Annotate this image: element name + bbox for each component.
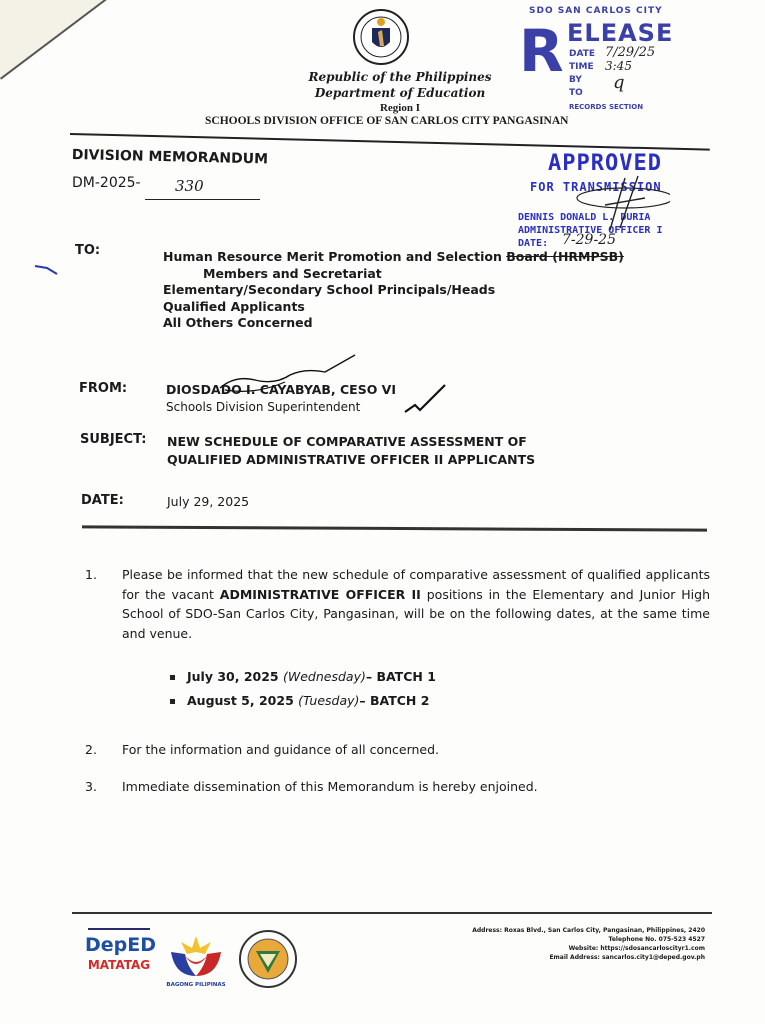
released-stamp bbox=[517, 4, 692, 119]
superintendent-signature bbox=[215, 350, 455, 420]
schedule-batch: – BATCH 2 bbox=[359, 693, 430, 708]
recipients-list bbox=[163, 249, 624, 332]
schedule-item-2 bbox=[170, 689, 436, 713]
from-label: FROM: bbox=[79, 381, 128, 396]
schedule-date: July 30, 2025 bbox=[187, 669, 279, 684]
memo-number-prefix: DM-2025- bbox=[72, 175, 141, 191]
recipient-board-text: Human Resource Merit Promotion and Selection bbox=[163, 249, 507, 264]
bagong-pilipinas-logo bbox=[165, 932, 227, 990]
memo-title: DIVISION MEMORANDUM bbox=[71, 147, 269, 168]
schedule-item-1 bbox=[170, 665, 436, 689]
footer-email[interactable]: Email Address: sancarlos.city1@deped.gov.ph bbox=[549, 954, 705, 961]
recipient-item: Elementary/Secondary School Principals/Heads bbox=[163, 282, 496, 297]
released-by-label: BY bbox=[569, 75, 582, 85]
released-date-label: DATE bbox=[569, 49, 596, 59]
subject-label: SUBJECT: bbox=[80, 432, 147, 447]
released-to-label: TO bbox=[569, 88, 583, 98]
recipient-board-struck: Board (HRMPSB) bbox=[506, 249, 624, 264]
approved-stamp-title: APPROVED bbox=[548, 151, 662, 176]
schedule-list bbox=[170, 665, 436, 713]
recipient-item bbox=[163, 249, 624, 266]
recipient-item: Members and Secretariat bbox=[203, 265, 382, 281]
released-by-value: q bbox=[613, 72, 625, 93]
paragraph-3-number: 3. bbox=[85, 779, 97, 794]
released-time-label: TIME bbox=[569, 62, 594, 72]
paragraph-1-text-a: Please be informed that the new schedule of comparative assessment of qualified applicants for the vacant bbox=[122, 567, 710, 602]
region-heading: Region I bbox=[379, 102, 421, 114]
recipient-item: Qualified Applicants bbox=[163, 298, 305, 314]
released-stamp-initial: R bbox=[519, 17, 564, 85]
pen-mark-icon bbox=[33, 262, 59, 276]
deped-seal-logo bbox=[352, 8, 410, 66]
released-date-value: 7/29/25 bbox=[605, 45, 656, 60]
paragraph-1-number: 1. bbox=[85, 567, 97, 582]
bagong-pilipinas-text: BAGONG PILIPINAS bbox=[166, 982, 226, 988]
to-label: TO: bbox=[75, 243, 101, 258]
footer-telephone: Telephone No. 075-523 4527 bbox=[608, 936, 705, 943]
deped-wordmark: DepED bbox=[85, 934, 157, 956]
approved-stamp-date-label: DATE: bbox=[518, 238, 549, 249]
republic-heading: Republic of the Philippines bbox=[308, 70, 492, 84]
subject-text bbox=[167, 433, 535, 469]
office-heading: SCHOOLS DIVISION OFFICE OF SAN CARLOS CITY PANGASINAN bbox=[205, 115, 569, 127]
subject-line-2: QUALIFIED ADMINISTRATIVE OFFICER II APPLICANTS bbox=[167, 452, 536, 467]
released-stamp-office: SDO SAN CARLOS CITY bbox=[529, 6, 663, 16]
approver-signature bbox=[550, 170, 670, 240]
date-value: July 29, 2025 bbox=[167, 494, 250, 509]
paragraph-2: For the information and guidance of all concerned. bbox=[122, 742, 440, 757]
paragraph-1-text-b: positions in the Elementary and Junior High School of SDO-San Carlos City, Pangasinan, will be on the following dates, at the same time and venue. bbox=[122, 586, 711, 641]
subject-line-1: NEW SCHEDULE OF COMPARATIVE ASSESSMENT OF bbox=[167, 434, 527, 449]
released-stamp-word: ELEASE bbox=[567, 19, 674, 47]
bullet-icon bbox=[170, 675, 175, 680]
paragraph-2-number: 2. bbox=[85, 742, 97, 757]
memo-number-underline bbox=[145, 199, 260, 200]
footer-address: Address: Roxas Blvd., San Carlos City, Pangasinan, Philippines, 2420 bbox=[472, 927, 705, 934]
approved-stamp-position: ADMINISTRATIVE OFFICER I bbox=[518, 225, 663, 236]
approved-stamp-subtitle: FOR TRANSMISSION bbox=[530, 180, 662, 194]
bagong-pilipinas-emblem bbox=[165, 932, 227, 978]
schedule-day: (Wednesday) bbox=[282, 669, 366, 684]
department-heading: Department of Education bbox=[314, 86, 486, 100]
sdo-san-carlos-seal bbox=[238, 929, 298, 989]
schedule-date: August 5, 2025 bbox=[187, 693, 294, 708]
header-divider bbox=[70, 133, 710, 151]
matatag-wordmark: MATATAG bbox=[87, 958, 151, 972]
footer-contact bbox=[440, 926, 705, 962]
sender-name: DIOSDADO I. CAYABYAB, CESO VI bbox=[166, 382, 397, 397]
schedule-day: (Tuesday) bbox=[298, 693, 360, 708]
footer-divider bbox=[72, 912, 712, 914]
approved-stamp-date-value: 7-29-25 bbox=[562, 232, 616, 248]
approved-stamp-name: DENNIS DONALD L. DURIA bbox=[518, 212, 651, 223]
sender-title: Schools Division Superintendent bbox=[166, 400, 361, 414]
paragraph-1 bbox=[122, 565, 710, 643]
released-section: RECORDS SECTION bbox=[569, 103, 644, 111]
released-time-value: 3:45 bbox=[605, 59, 632, 73]
recipient-item: All Others Concerned bbox=[163, 315, 313, 330]
bullet-icon bbox=[170, 699, 175, 704]
date-label: DATE: bbox=[81, 493, 124, 508]
body-divider bbox=[82, 525, 707, 531]
paragraph-1-position: ADMINISTRATIVE OFFICER II bbox=[219, 586, 421, 602]
footer-website[interactable]: Website: https://sdosancarloscityr1.com bbox=[568, 945, 705, 952]
deped-matatag-logo bbox=[85, 928, 157, 990]
schedule-batch: – BATCH 1 bbox=[365, 669, 436, 684]
memo-number-handwritten: 330 bbox=[175, 177, 204, 195]
logo-rule bbox=[88, 928, 150, 930]
paragraph-3: Immediate dissemination of this Memorandum is hereby enjoined. bbox=[122, 779, 538, 794]
